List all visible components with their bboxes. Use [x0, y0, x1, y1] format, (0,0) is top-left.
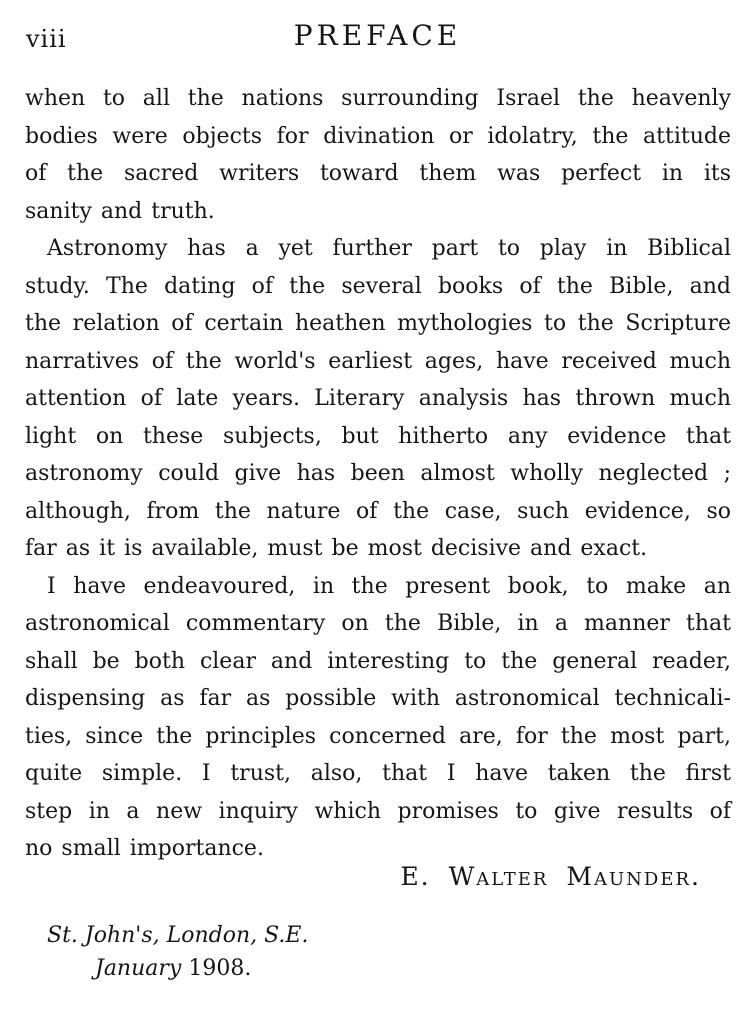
- paragraph: [25, 80, 731, 230]
- text-line: quite simple. I trust, also, that I have taken the first: [25, 761, 731, 786]
- text-line: step in a new inquiry which promises to give results of: [25, 798, 731, 824]
- text-line: no small importance.: [25, 836, 264, 861]
- text-line: although, from the nature of the case, such evidence, so: [25, 498, 731, 524]
- paragraph: [25, 230, 731, 568]
- page-number: viii: [26, 25, 67, 53]
- footer-date-month: January: [95, 956, 182, 981]
- text-line: light on these subjects, but hitherto any evidence that: [25, 423, 731, 449]
- text-line: far as it is available, must be most decisive and exact.: [25, 536, 648, 561]
- text-line: dispensing as far as possible with astronomical technicali-: [25, 686, 731, 711]
- text-line: astronomy could give has been almost wholly neglected ;: [25, 461, 731, 486]
- text-line: shall be both clear and interesting to the general reader,: [25, 648, 731, 674]
- text-line: ties, since the principles concerned are, for the most part,: [25, 723, 731, 749]
- text-line: astronomical commentary on the Bible, in a manner that: [25, 611, 731, 636]
- paragraph: [25, 568, 731, 868]
- preface-body: [25, 80, 731, 868]
- text-line: the relation of certain heathen mythologies to the Scripture: [25, 311, 731, 336]
- footer: [47, 919, 308, 985]
- footer-date-year: 1908.: [188, 956, 252, 981]
- text-line: attention of late years. Literary analysis has thrown much: [25, 386, 731, 411]
- text-line: I have endeavoured, in the present book, to make an: [47, 573, 731, 599]
- text-line: of the sacred writers toward them was perfect in its: [25, 161, 731, 186]
- footer-place: St. John's, London, S.E.: [47, 923, 309, 948]
- page-title: PREFACE: [293, 19, 462, 52]
- page-header: [0, 18, 755, 54]
- footer-date: [95, 952, 308, 985]
- text-line: bodies were objects for divination or idolatry, the attitude: [25, 123, 731, 149]
- author-signature: E. Walter Maunder.: [400, 862, 701, 891]
- text-line: sanity and truth.: [25, 198, 215, 224]
- text-line: when to all the nations surrounding Israel the heavenly: [25, 86, 731, 111]
- text-line: Astronomy has a yet further part to play in Biblical: [47, 236, 731, 261]
- text-line: study. The dating of the several books of the Bible, and: [25, 273, 731, 299]
- text-line: narratives of the world's earliest ages, have received much: [25, 348, 731, 374]
